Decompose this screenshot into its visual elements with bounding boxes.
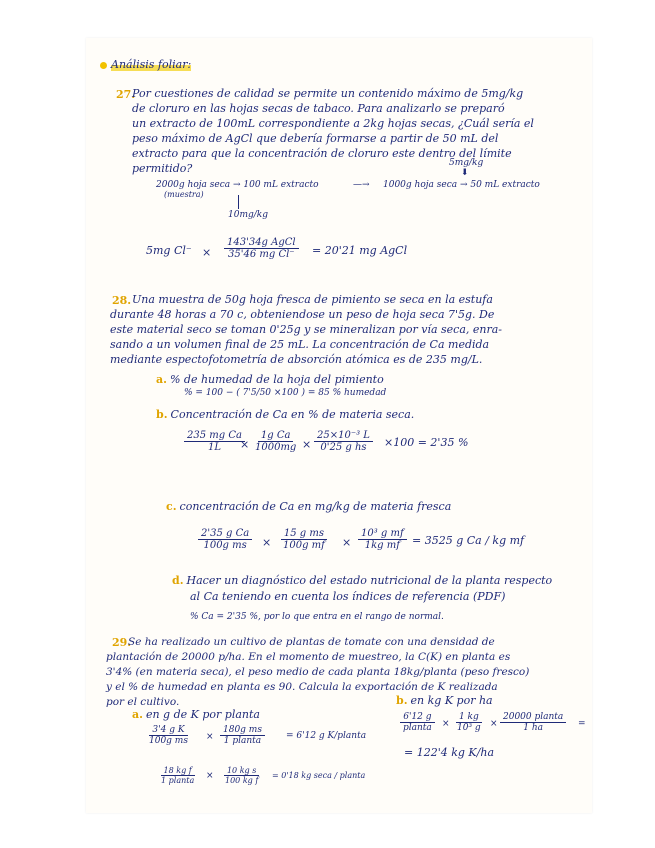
calc-28c-fraction-2: $\frac{\text{15 g ms}}{\text{100g mf}}$ — [280, 528, 328, 551]
item-28a: a. % de humedad de la hoja del pimiento — [156, 373, 384, 386]
problem-27-line-5: extracto para que la concentración de cloruro este dentro del límite — [132, 147, 512, 160]
work-left-sub: (muestra) — [164, 190, 204, 199]
problem-28-line-4: sando a un volumen final de 25 mL. La concentración de Ca medida — [110, 338, 490, 351]
item-29a: a. en g de K por planta — [132, 708, 260, 721]
note-5mg-kg: 5mg/kg — [449, 158, 484, 168]
item-28d-line-2: al Ca teniendo en cuenta los índices de referencia (PDF) — [190, 590, 506, 603]
calc-29a2-fraction-2: $\frac{\text{10 kg s}}{\text{100 kg f}}$ — [225, 766, 259, 785]
calc-29b-times-1: × — [442, 719, 450, 729]
dash-arrow: —→ — [353, 180, 370, 190]
answer-28d: % Ca = 2'35 %, por lo que entra en el rango de normal. — [190, 612, 444, 622]
calc-27-start: 5mg Cl⁻ — [146, 244, 192, 257]
calc-29a-fraction-1: $\frac{\text{3'4 g K}}{\text{100g ms}}$ — [149, 725, 188, 746]
bullet-icon — [100, 62, 107, 69]
item-28d-line-1: d. Hacer un diagnóstico del estado nutricional de la planta respecto — [172, 574, 553, 587]
calc-27-fraction: 143'34g AgCl 35'46 mg Cl⁻ — [224, 237, 299, 260]
problem-28-line-1: Una muestra de 50g hoja fresca de pimiento se seca en la estufa — [132, 293, 493, 306]
problem-29-line-2: plantación de 20000 p/ha. En el momento de muestreo, la C(K) en planta es — [106, 651, 511, 663]
problem-29-line-3: 3'4% (en materia seca), el peso medio de cada planta 18kg/planta (peso fresco) — [106, 666, 530, 678]
problem-28-line-3: este material seco se toman 0'25g y se mineralizan por vía seca, enra- — [110, 323, 502, 336]
calc-29a2-fraction-1: 18 kg f 1 planta — [161, 766, 195, 785]
problem-29-line-1: Se ha realizado un cultivo de plantas de tomate con una densidad de — [128, 636, 495, 648]
page-title: Análisis foliar: — [100, 58, 191, 71]
calc-29b-times-2: × — [490, 719, 498, 729]
calc-29b-equals: = — [578, 719, 586, 729]
calc-29a2-result: = 0'18 kg seca / planta — [272, 771, 366, 780]
problem-27-line-4: peso máximo de AgCl que debería formarse a partir de 50 mL del — [132, 132, 499, 145]
problem-27-line-6: permitido? — [132, 162, 193, 175]
work-mid: 10mg/kg — [228, 210, 268, 220]
calc-28c-times-2: × — [342, 536, 352, 549]
calc-28c-times-1: × — [262, 536, 272, 549]
problem-27-line-2: de cloruro en las hojas secas de tabaco. Para analizarlo se preparó — [132, 102, 505, 115]
calc-28a: % = 100 − ( 7'5/50 ×100 ) = 85 % humedad — [184, 388, 387, 398]
calc-28c-result: = 3525 g Ca / kg mf — [412, 534, 525, 547]
calc-28c-fraction-3: $\frac{\text{10³ g mf}}{\text{1kg mf}}$ — [358, 528, 407, 551]
work-left: 2000g hoja seca → 100 mL extracto — [156, 180, 319, 190]
arrow-down-line — [238, 195, 239, 209]
problem-29-line-4: y el % de humedad en planta es 90. Calcula la exportación de K realizada — [106, 681, 498, 693]
item-29b: b. en kg K por ha — [396, 694, 493, 707]
calc-27-times: × — [202, 246, 212, 259]
calc-28b-fraction-2: $\frac{\text{1g Ca}}{1000mg}$ — [255, 430, 297, 453]
problem-29-number: 29. — [112, 636, 132, 649]
problem-28-number: 28. — [112, 294, 132, 307]
notebook-page — [86, 38, 592, 813]
calc-28b-fraction-1: $\frac{\text{235 mg Ca}}{1L}$ — [184, 430, 245, 453]
problem-28-line-5: mediante espectofotometría de absorción atómica es de 235 mg/L. — [110, 353, 483, 366]
calc-29b-result: = 122'4 kg K/ha — [404, 746, 494, 759]
problem-29-line-5: por el cultivo. — [106, 696, 180, 708]
down-arrow-icon: ⬇ — [461, 168, 469, 178]
calc-28b-times-1: × — [240, 438, 250, 451]
calc-29b-fraction-2: $\frac{1 kg}{\text{10³ g}}$ — [457, 712, 481, 733]
problem-27-line-3: un extracto de 100mL correspondiente a 2kg hojas secas, ¿Cuál sería el — [132, 117, 534, 130]
calc-28c-fraction-1: $\frac{\text{2'35 g Ca}}{\text{100g ms}}$ — [198, 528, 252, 551]
calc-29a-times: × — [206, 732, 214, 742]
item-28c: c. concentración de Ca en mg/kg de materia fresca — [166, 500, 452, 513]
calc-28b-result: ×100 = 2'35 % — [384, 436, 469, 449]
problem-28-line-2: durante 48 horas a 70 c, obteniendose un peso de hoja seca 7'5g. De — [110, 308, 495, 321]
work-right: 1000g hoja seca → 50 mL extracto — [383, 180, 540, 190]
item-28b: b. Concentración de Ca en % de materia seca. — [156, 408, 415, 421]
calc-28b-times-2: × — [302, 438, 312, 451]
calc-29a2-times: × — [206, 771, 214, 781]
problem-27-line-1: Por cuestiones de calidad se permite un contenido máximo de 5mg/kg — [132, 87, 524, 100]
calc-28b-fraction-3: $\frac{\text{25×10⁻³ L}}{\text{0'25 g hs}}$ — [314, 430, 373, 453]
calc-29a-result: = 6'12 g K/planta — [286, 731, 367, 741]
calc-29b-fraction-1: 6'12 g planta — [400, 712, 435, 733]
calc-29b-fraction-3: 20000 planta 1 ha — [500, 712, 566, 733]
calc-29a-fraction-2: 180g ms 1 planta — [220, 725, 265, 746]
problem-27-number: 27. — [116, 88, 136, 101]
calc-27-result: = 20'21 mg AgCl — [312, 244, 408, 257]
